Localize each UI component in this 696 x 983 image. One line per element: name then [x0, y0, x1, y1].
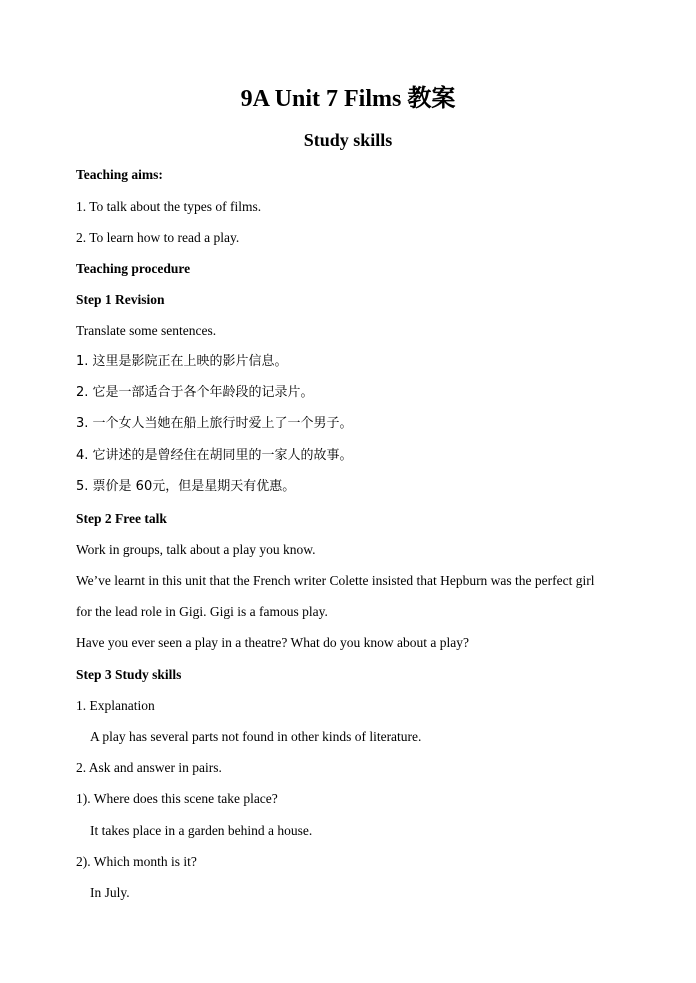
list-item: 1. Explanation [76, 698, 155, 713]
heading-step-2: Step 2 Free talk [76, 511, 167, 526]
document-title: 9A Unit 7 Films 教案 [240, 86, 456, 112]
heading-teaching-aims: Teaching aims: [76, 167, 163, 182]
question-item: 2). Which month is it? [76, 854, 197, 869]
instruction-text: Translate some sentences. [76, 323, 217, 338]
paragraph-line: Have you ever seen a play in a theatre? What do you know about a play? [76, 635, 469, 650]
question-item: 1). Where does this scene take place? [76, 791, 278, 806]
translate-item: 3. 一个女人当她在船上旅行时爱上了一个男子。 [76, 416, 353, 431]
translate-item: 1. 这里是影院正在上映的影片信息。 [76, 354, 288, 369]
aim-item: 1. To talk about the types of films. [76, 199, 262, 214]
paragraph-line: for the lead role in Gigi. Gigi is a famous play. [76, 604, 328, 619]
heading-step-3: Step 3 Study skills [76, 667, 182, 682]
answer-item: In July. [90, 885, 130, 900]
heading-step-1: Step 1 Revision [76, 292, 165, 307]
aim-item: 2. To learn how to read a play. [76, 230, 240, 245]
answer-item: It takes place in a garden behind a house. [90, 823, 313, 838]
list-item: 2. Ask and answer in pairs. [76, 760, 222, 775]
paragraph-line: A play has several parts not found in other kinds of literature. [90, 729, 422, 744]
translate-item: 2. 它是一部适合于各个年龄段的记录片。 [76, 385, 314, 400]
translate-item: 4. 它讲述的是曾经住在胡同里的一家人的故事。 [76, 448, 353, 463]
heading-teaching-procedure: Teaching procedure [76, 261, 191, 276]
translate-item: 5. 票价是 60元，但是星期天有优惠。 [76, 479, 296, 494]
document-subtitle: Study skills [303, 130, 393, 150]
paragraph-line: We’ve learnt in this unit that the French writer Colette insisted that Hepburn was the perfect girl [76, 573, 595, 588]
paragraph-line: Work in groups, talk about a play you know. [76, 542, 316, 557]
